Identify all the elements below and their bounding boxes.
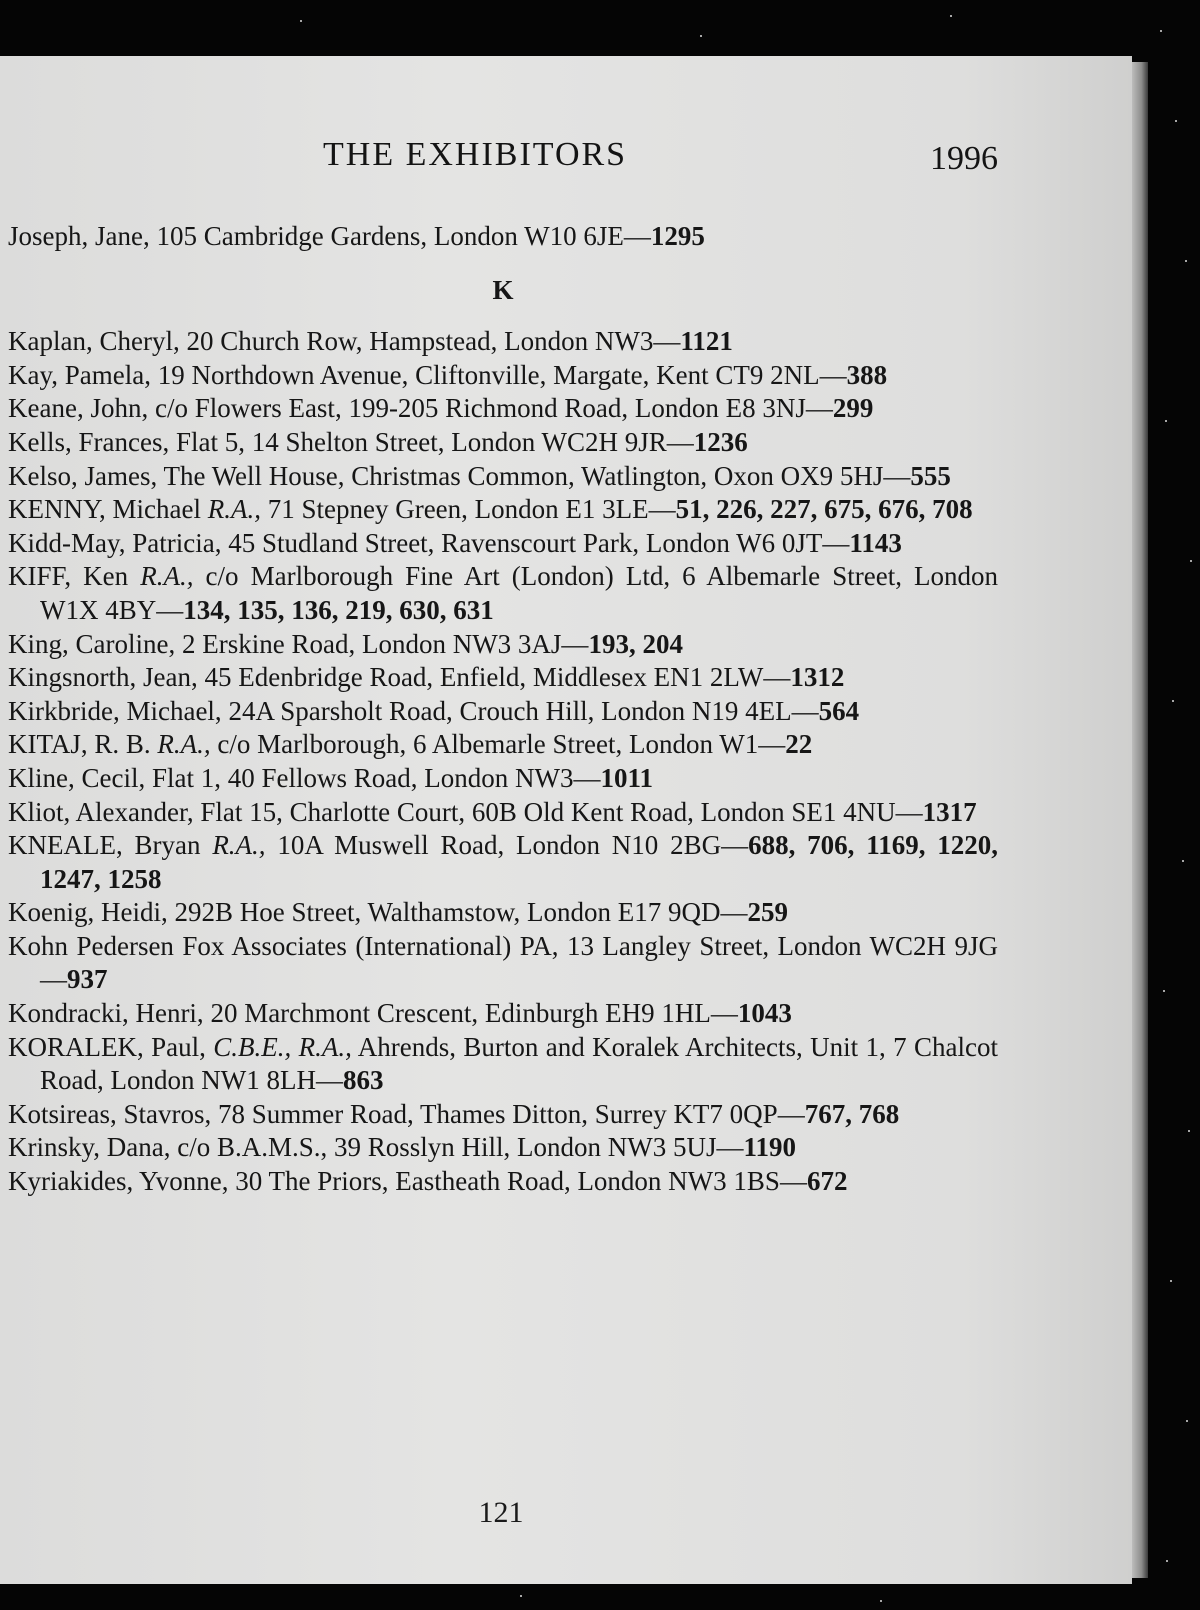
dust-speck — [880, 1600, 882, 1602]
k-entries — [8, 325, 998, 1198]
entry-catalogue-numbers: 564 — [818, 695, 860, 726]
entry-honours: C.B.E., R.A., — [205, 1031, 352, 1062]
entry-catalogue-numbers: 1236 — [693, 426, 748, 457]
entry-address: Flat 5, 14 Shelton Street, London WC2H 9JR— — [169, 426, 694, 457]
entry-address: 292B Hoe Street, Walthamstow, London E17 9QD— — [167, 897, 748, 928]
exhibitor-entry — [8, 1031, 998, 1098]
entry-address: 24A Sparsholt Road, Crouch Hill, London N19 4EL— — [221, 695, 819, 726]
dust-speck — [1182, 860, 1184, 862]
exhibitor-entry — [8, 359, 998, 393]
entry-name: Kotsireas, Stavros, — [8, 1098, 212, 1129]
exhibitor-entry — [8, 560, 998, 627]
entry-catalogue-numbers: 1190 — [743, 1132, 797, 1163]
exhibitor-entry — [8, 661, 998, 695]
dust-speck — [1188, 1130, 1190, 1132]
dust-speck — [1185, 260, 1187, 262]
exhibitor-entry — [8, 829, 998, 896]
entry-name: Kohn Pedersen Fox Associates (International) PA, — [8, 930, 559, 961]
exhibitor-list — [8, 220, 998, 1199]
entry-honours: R.A., — [150, 729, 211, 760]
entry-address: Joseph, Jane, 105 Cambridge Gardens, London W10 6JE— — [8, 221, 651, 251]
dust-speck — [1186, 1420, 1188, 1422]
dust-speck — [1166, 1560, 1168, 1562]
exhibitor-entry — [8, 527, 998, 561]
entry-name: Kells, Frances, — [8, 426, 170, 457]
entry-name: KORALEK, Paul, — [8, 1031, 206, 1062]
dust-speck — [1170, 1280, 1172, 1282]
entry-honours: R.A., — [200, 830, 266, 861]
entry-catalogue-numbers: 193, 204 — [588, 628, 683, 659]
entry-name: Kyriakides, Yvonne, — [8, 1166, 229, 1197]
exhibitor-entry — [8, 325, 998, 359]
entry-catalogue-numbers: 767, 768 — [804, 1098, 900, 1129]
exhibitor-entry — [8, 930, 998, 997]
entry-catalogue-numbers: 259 — [747, 897, 788, 928]
entry-name: Krinsky, Dana, — [8, 1132, 171, 1163]
dust-speck — [700, 35, 702, 37]
entry-address: c/o Marlborough Fine Art (London) Ltd, 6 Albemarle Street, London W1X 4BY— — [40, 561, 999, 625]
dust-speck — [950, 15, 952, 17]
entry-address: 30 The Priors, Eastheath Road, London NW3 1BS— — [228, 1166, 807, 1197]
entry-catalogue-numbers: 1295 — [650, 221, 705, 251]
entry-honours: R.A., — [128, 561, 194, 592]
exhibitor-entry — [8, 392, 998, 426]
entry-address: Ahrends, Burton and Koralek Architects, Unit 1, 7 Chalcot Road, London NW1 8LH— — [40, 1031, 999, 1096]
entry-name: Kondracki, Henri, — [8, 998, 204, 1029]
exhibitor-entry — [8, 728, 998, 762]
dust-speck — [520, 1595, 522, 1597]
entry-address: 2 Erskine Road, London NW3 3AJ— — [175, 628, 589, 659]
book-page — [0, 56, 1132, 1584]
entry-catalogue-numbers: 22 — [785, 729, 813, 760]
entry-address: The Well House, Christmas Common, Watlington, Oxon OX9 5HJ— — [157, 460, 911, 491]
entry-address: c/o B.A.M.S., 39 Rosslyn Hill, London NW3 5UJ— — [170, 1132, 744, 1163]
entry-address: 45 Edenbridge Road, Enfield, Middlesex EN1 2LW— — [197, 662, 791, 693]
entry-name: Koenig, Heidi, — [8, 897, 168, 928]
entry-catalogue-numbers: 555 — [910, 460, 951, 491]
entry-catalogue-numbers: 1011 — [600, 762, 653, 793]
entry-address: 10A Muswell Road, London N10 2BG— — [265, 830, 749, 861]
exhibitor-entry — [8, 1098, 998, 1132]
entry-name: KIFF, Ken — [8, 561, 129, 592]
page-number — [0, 1496, 1132, 1530]
exhibitor-entry — [8, 493, 998, 527]
dust-speck — [1163, 990, 1165, 992]
entry-catalogue-numbers: 688, 706, 1169, 1220, 1247, 1258 — [40, 830, 998, 894]
exhibitor-entry — [8, 1131, 998, 1165]
entry-catalogue-numbers: 299 — [832, 393, 874, 424]
exhibitor-entry — [8, 628, 998, 662]
dust-speck — [300, 20, 302, 22]
header-year: 1996 — [930, 140, 998, 177]
page-edge — [1132, 62, 1148, 1578]
entry-name: KENNY, Michael — [8, 494, 201, 525]
dust-speck — [1190, 560, 1192, 562]
entry-address: 20 Church Row, Hampstead, London NW3— — [179, 326, 681, 357]
entry-catalogue-numbers: 937 — [67, 964, 108, 995]
entry-address: 45 Studland Street, Ravenscourt Park, London W6 0JT— — [221, 527, 850, 558]
exhibitor-entry — [8, 762, 998, 796]
entry-name: Kay, Pamela, — [8, 359, 151, 390]
entry-catalogue-numbers: 388 — [846, 359, 888, 390]
entry-address: 20 Marchmont Crescent, Edinburgh EH9 1HL— — [203, 998, 738, 1029]
entry-address: 71 Stepney Green, London E1 3LE— — [260, 494, 676, 525]
entry-name: Kliot, Alexander, — [8, 796, 194, 827]
entry-catalogue-numbers: 1043 — [737, 998, 792, 1029]
entry-name: Kidd-May, Patricia, — [8, 527, 222, 558]
entry-name: Kirkbride, Michael, — [8, 695, 222, 726]
entry-name: Kingsnorth, Jean, — [8, 662, 198, 693]
exhibitor-entry — [8, 220, 998, 254]
entry-catalogue-numbers: 1312 — [790, 662, 845, 693]
section-letter: K — [492, 274, 514, 305]
entry-name: King, Caroline, — [8, 628, 176, 659]
entry-catalogue-numbers: 672 — [806, 1166, 848, 1197]
exhibitor-entry — [8, 997, 998, 1031]
entry-name: Kline, Cecil, — [8, 762, 146, 793]
exhibitor-entry — [8, 1165, 998, 1199]
exhibitor-entry — [8, 896, 998, 930]
dust-speck — [1175, 120, 1177, 122]
exhibitor-entry — [8, 796, 998, 830]
entry-catalogue-numbers: 1143 — [849, 527, 902, 558]
entry-catalogue-numbers: 134, 135, 136, 219, 630, 631 — [183, 594, 494, 625]
entry-address: Flat 1, 40 Fellows Road, London NW3— — [145, 762, 601, 793]
entry-address: Flat 15, Charlotte Court, 60B Old Kent Road, London SE1 4NU— — [193, 796, 923, 827]
entry-address: c/o Marlborough, 6 Albemarle Street, London W1— — [210, 729, 786, 760]
entry-catalogue-numbers: 863 — [342, 1065, 384, 1096]
entry-name: Keane, John, — [8, 393, 149, 424]
exhibitor-entry — [8, 695, 998, 729]
entry-catalogue-numbers: 1317 — [922, 796, 977, 827]
entry-address: 78 Summer Road, Thames Ditton, Surrey KT7 0QP— — [211, 1098, 805, 1129]
exhibitor-entry — [8, 426, 998, 460]
entry-honours: R.A., — [200, 494, 261, 525]
entry-catalogue-numbers: 51, 226, 227, 675, 676, 708 — [675, 494, 973, 525]
entry-address: 13 Langley Street, London WC2H 9JG— — [40, 930, 998, 995]
entry-name: KITAJ, R. B. — [8, 729, 151, 760]
entry-name: Kaplan, Cheryl, — [8, 326, 180, 357]
entry-name: Kelso, James, — [8, 460, 158, 491]
running-title: THE EXHIBITORS — [323, 136, 628, 173]
exhibitor-entry — [8, 460, 998, 494]
page-number-text: 121 — [478, 1496, 524, 1529]
dust-speck — [1165, 420, 1167, 422]
entry-address: c/o Flowers East, 199-205 Richmond Road, London E8 3NJ— — [148, 393, 833, 424]
dust-speck — [1160, 30, 1162, 32]
entry-name: KNEALE, Bryan — [8, 830, 201, 861]
running-header — [0, 136, 1132, 176]
entry-catalogue-numbers: 1121 — [680, 326, 733, 357]
entry-address: 19 Northdown Avenue, Cliftonville, Margate, Kent CT9 2NL— — [150, 359, 847, 390]
dust-speck — [1172, 700, 1174, 702]
